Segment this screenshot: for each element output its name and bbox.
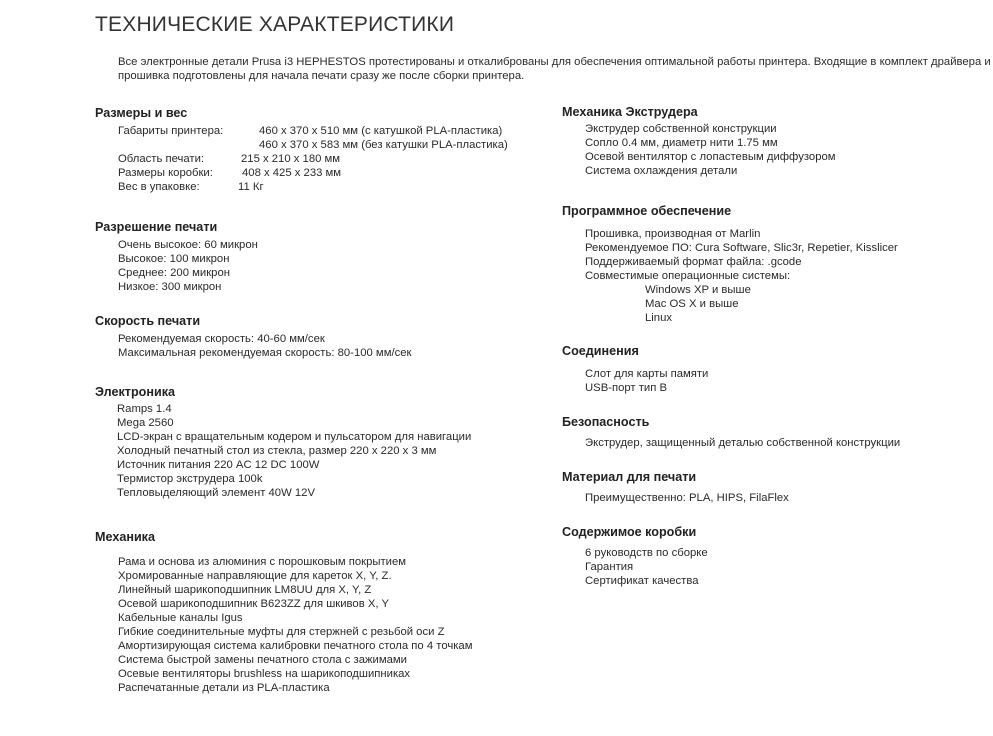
- list-item: Осевой шарикоподшипник B623ZZ для шкивов X, Y: [118, 598, 389, 610]
- section-heading: Механика Экструдера: [562, 105, 698, 119]
- dimensions-list: [95, 124, 508, 194]
- speed-list: [95, 332, 411, 360]
- section-heading: Механика: [95, 530, 155, 544]
- list-item: Совместимые операционные системы:: [585, 270, 791, 282]
- section-heading: Электроника: [95, 385, 175, 399]
- software-list: [562, 227, 898, 325]
- list-item: Ramps 1.4: [117, 403, 172, 415]
- spec-label: Габариты принтера:: [118, 125, 224, 137]
- list-item: Mega 2560: [117, 417, 174, 429]
- section-mechanics: [95, 529, 472, 695]
- list-item: Система охлаждения детали: [585, 165, 738, 177]
- spec-row: [118, 138, 508, 152]
- page-title: ТЕХНИЧЕСКИЕ ХАРАКТЕРИСТИКИ: [95, 13, 455, 36]
- material-list: [562, 491, 789, 505]
- section-dimensions: [95, 105, 508, 194]
- section-connections: [562, 343, 708, 395]
- list-item: Осевой вентилятор с лопастевым диффузором: [585, 151, 836, 163]
- section-heading: Содержимое коробки: [562, 525, 697, 539]
- list-item: Рама и основа из алюминия с порошковым покрытием: [118, 556, 407, 568]
- list-item: Система быстрой замены печатного стола с зажимами: [118, 654, 407, 666]
- list-item: Слот для карты памяти: [585, 368, 709, 380]
- section-box-contents: [562, 524, 708, 588]
- section-heading: Программное обеспечение: [562, 204, 732, 218]
- safety-list: [562, 436, 900, 450]
- section-heading: Размеры и вес: [95, 106, 188, 120]
- connections-list: [562, 367, 708, 395]
- section-speed: [95, 313, 411, 360]
- section-extruder: [562, 104, 836, 178]
- list-item: Кабельные каналы Igus: [118, 612, 243, 624]
- list-item: Поддерживаемый формат файла: .gcode: [585, 256, 802, 268]
- section-heading: Материал для печати: [562, 470, 697, 484]
- section-resolution: [95, 219, 258, 294]
- intro-paragraph: Все электронные детали Prusa i3 HEPHESTOS протестированы и откалиброваны для обеспечения оптимальной работы принтера. Входящие в комплект драйвера и прошивка подготовлены для начала печати сразу же после сборки принтера.: [118, 56, 991, 82]
- resolution-list: [95, 238, 258, 294]
- spec-value: 215 x 210 x 180 мм: [241, 153, 341, 165]
- spec-row: [118, 180, 508, 194]
- spec-label: Вес в упаковке:: [118, 181, 200, 193]
- os-item: Mac OS X и выше: [645, 298, 739, 310]
- section-material: [562, 469, 789, 505]
- section-heading: Скорость печати: [95, 314, 201, 328]
- list-item: Очень высокое: 60 микрон: [118, 239, 258, 251]
- list-item: Распечатанные детали из PLA-пластика: [118, 682, 330, 694]
- spec-value: 460 x 370 x 510 мм (с катушкой PLA-пластика): [259, 125, 503, 137]
- extruder-list: [562, 122, 836, 178]
- section-heading: Безопасность: [562, 415, 650, 429]
- list-item: Низкое: 300 микрон: [118, 281, 222, 293]
- section-software: [562, 203, 898, 325]
- list-item: Сопло 0.4 мм, диаметр нити 1.75 мм: [585, 137, 778, 149]
- list-item: Линейный шарикоподшипник LM8UU для X, Y, Z: [118, 584, 372, 596]
- os-item: Linux: [645, 312, 673, 324]
- section-heading: Соединения: [562, 344, 639, 358]
- section-heading: Разрешение печати: [95, 220, 218, 234]
- list-item: Высокое: 100 микрон: [118, 253, 230, 265]
- list-item: Сертификат качества: [585, 575, 699, 587]
- list-item: Рекомендуемая скорость: 40-60 мм/сек: [118, 333, 325, 345]
- mechanics-list: [95, 555, 472, 695]
- list-item: Холодный печатный стол из стекла, размер 220 x 220 x 3 мм: [117, 445, 437, 457]
- list-item: Преимущественно: PLA, HIPS, FilaFlex: [585, 492, 789, 504]
- section-electronics: [95, 384, 471, 500]
- spec-row: [118, 124, 508, 138]
- spec-label: Размеры коробки:: [118, 167, 213, 179]
- section-safety: [562, 414, 900, 450]
- box-contents-list: [562, 546, 708, 588]
- spec-row: [118, 166, 508, 180]
- spec-value: 460 x 370 x 583 мм (без катушки PLA-пластика): [259, 139, 508, 151]
- list-item: Рекомендуемое ПО: Cura Software, Slic3r, Repetier, Kisslicer: [585, 242, 898, 254]
- list-item: Осевые вентиляторы brushless на шарикоподшипниках: [118, 668, 411, 680]
- electronics-list: [95, 402, 471, 500]
- list-item: USB-порт тип B: [585, 382, 668, 394]
- list-item: Экструдер, защищенный деталью собственной конструкции: [585, 437, 901, 449]
- spec-label: [118, 138, 259, 152]
- list-item: 6 руководств по сборке: [585, 547, 708, 559]
- list-item: Прошивка, производная от Marlin: [585, 228, 761, 240]
- list-item: Максимальная рекомендуемая скорость: 80-100 мм/сек: [118, 347, 412, 359]
- list-item: Среднее: 200 микрон: [118, 267, 230, 279]
- list-item: Источник питания 220 AC 12 DC 100W: [117, 459, 320, 471]
- list-item: Гарантия: [585, 561, 634, 573]
- list-item: Хромированные направляющие для кареток X, Y, Z.: [118, 570, 392, 582]
- list-item: LCD-экран с вращательным кодером и пульсатором для навигации: [117, 431, 472, 443]
- spec-label: Область печати:: [118, 153, 205, 165]
- spec-row: [118, 152, 508, 166]
- list-item: Термистор экструдера 100k: [117, 473, 263, 485]
- list-item: Амортизирующая система калибровки печатного стола по 4 точкам: [118, 640, 473, 652]
- spec-value: 408 x 425 x 233 мм: [242, 167, 342, 179]
- spec-value: 11 Кг: [238, 181, 264, 193]
- list-item: Тепловыделяющий элемент 40W 12V: [117, 487, 315, 499]
- list-item: Экструдер собственной конструкции: [585, 123, 777, 135]
- list-item: Гибкие соединительные муфты для стержней с резьбой оси Z: [118, 626, 445, 638]
- os-item: Windows XP и выше: [645, 284, 751, 296]
